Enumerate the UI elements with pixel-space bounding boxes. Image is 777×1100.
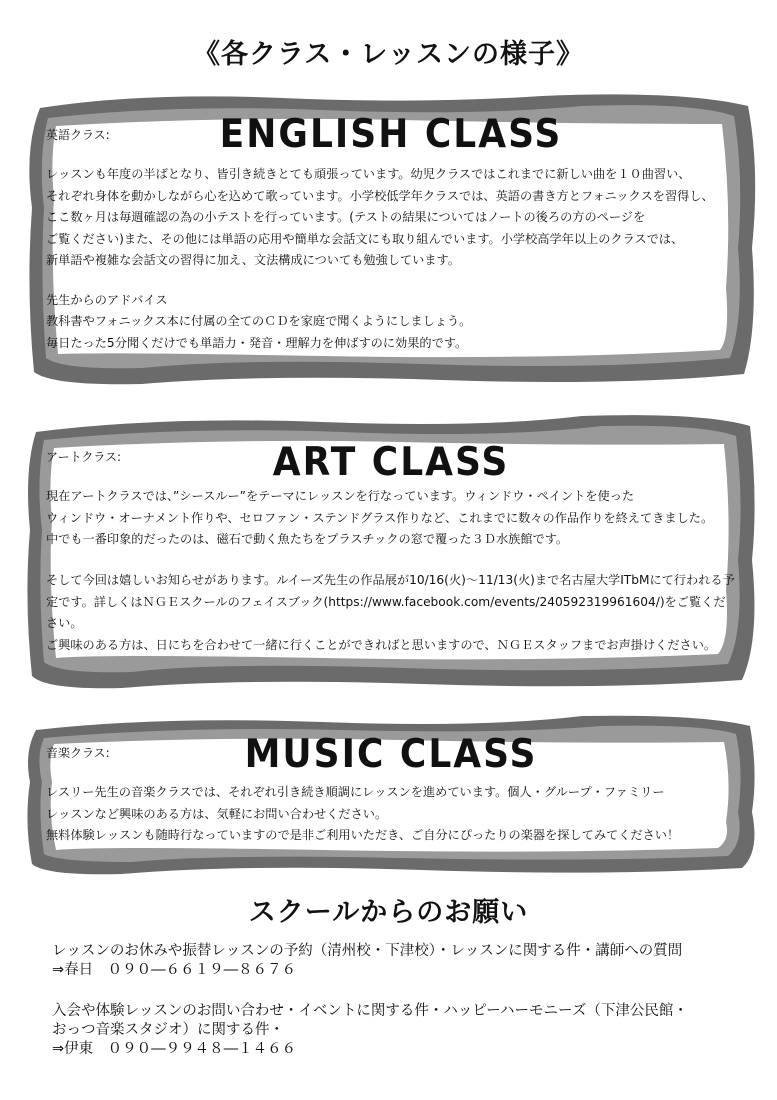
notice-item-contact-lessons: レッスンのお休みや振替レッスンの予約（清州校・下津校）・レッスンに関する件・講師への質問 ⇒春日 ０９０―６６１９―８６７６ <box>52 943 683 978</box>
page-title: 《各クラス・レッスンの様子》 <box>193 39 584 70</box>
art-class-panel <box>22 410 760 690</box>
news-text: そして今回は嬉しいお知らせがあります。ルイーズ先生の作品展が10/16(火)〜11/13(火)まで名古屋大学ITbMにて行われる予定です。詳しくはＮＧＥスクールのフェイスブック(https://www.facebook.com/events/240592319961604/)をご覧ください。 ご興味のある方は、日にちを合わせて一緒に行くことができればと思いますので、ＮＧＥスタッフまでお声掛けください。 <box>46 573 735 652</box>
section-label: アートクラス: <box>46 450 122 464</box>
notice-heading: スクールからのお願い <box>248 897 529 928</box>
english-class-panel <box>22 88 760 388</box>
advice-heading: 先生からのアドバイス <box>46 293 168 307</box>
section-label: 音楽クラス: <box>46 746 110 760</box>
advice-text: 教科書やフォニックス本に付属の全てのＣＤを家庭で聞くようにしましょう。 毎日たった5分聞くだけでも単語力・発音・理解力を伸ばすのに効果的です。 <box>46 314 472 350</box>
section-body: レスリー先生の音楽クラスでは、それぞれ引き続き順調にレッスンを進めています。個人・グループ・ファミリー レッスンなど興味のある方は、気軽にお問い合わせください。 無料体験レッスンも随時行なっていますので是非ご利用いただき、ご自分にぴったりの楽器を探してみてください！ <box>46 785 680 842</box>
section-body: 現在アートクラスでは、”シースルー”をテーマにレッスンを行なっています。ウィンドウ・ペイントを使った ウィンドウ・オーナメント作りや、セロファン・ステンドグラス作りなど、これまでに数々の作品作りを終えてきました。 中でも一番印象的だったのは、磁石で動く魚たちをプラスチックの窓で覆った３Ｄ水族館です。 <box>46 489 714 546</box>
section-title: ENGLISH CLASS <box>219 112 563 157</box>
section-title: ART CLASS <box>272 440 510 485</box>
section-body: レッスンも年度の半ばとなり、皆引き続きとても頑張っています。幼児クラスではこれまでに新しい曲を１０曲習い、 それぞれ身体を動かしながら心を込めて歌っています。小学校低学年クラスでは、英語の書き方とフォニックスを習得し、 ここ数ヶ月は毎週確認の為の小テストを行っています。(テストの結果についてはノートの後ろの方のページを ご覧ください)また、その他には単語の応用や簡単な会話文にも取り組んでいます。小学校高学年以上のクラスでは、 新単語や複雑な会話文の習得に加え、文法構成についても勉強しています。 <box>46 167 714 267</box>
section-label: 英語クラス: <box>46 128 110 142</box>
section-title: MUSIC CLASS <box>244 732 538 777</box>
music-class-panel <box>22 712 760 876</box>
notice-item-contact-enrollment: 入会や体験レッスンのお問い合わせ・イベントに関する件・ハッピーハーモニーズ（下津公民館・ おっつ音楽スタジオ）に関する件・ ⇒伊東 ０９０―９９４８―１４６６ <box>52 1003 688 1057</box>
